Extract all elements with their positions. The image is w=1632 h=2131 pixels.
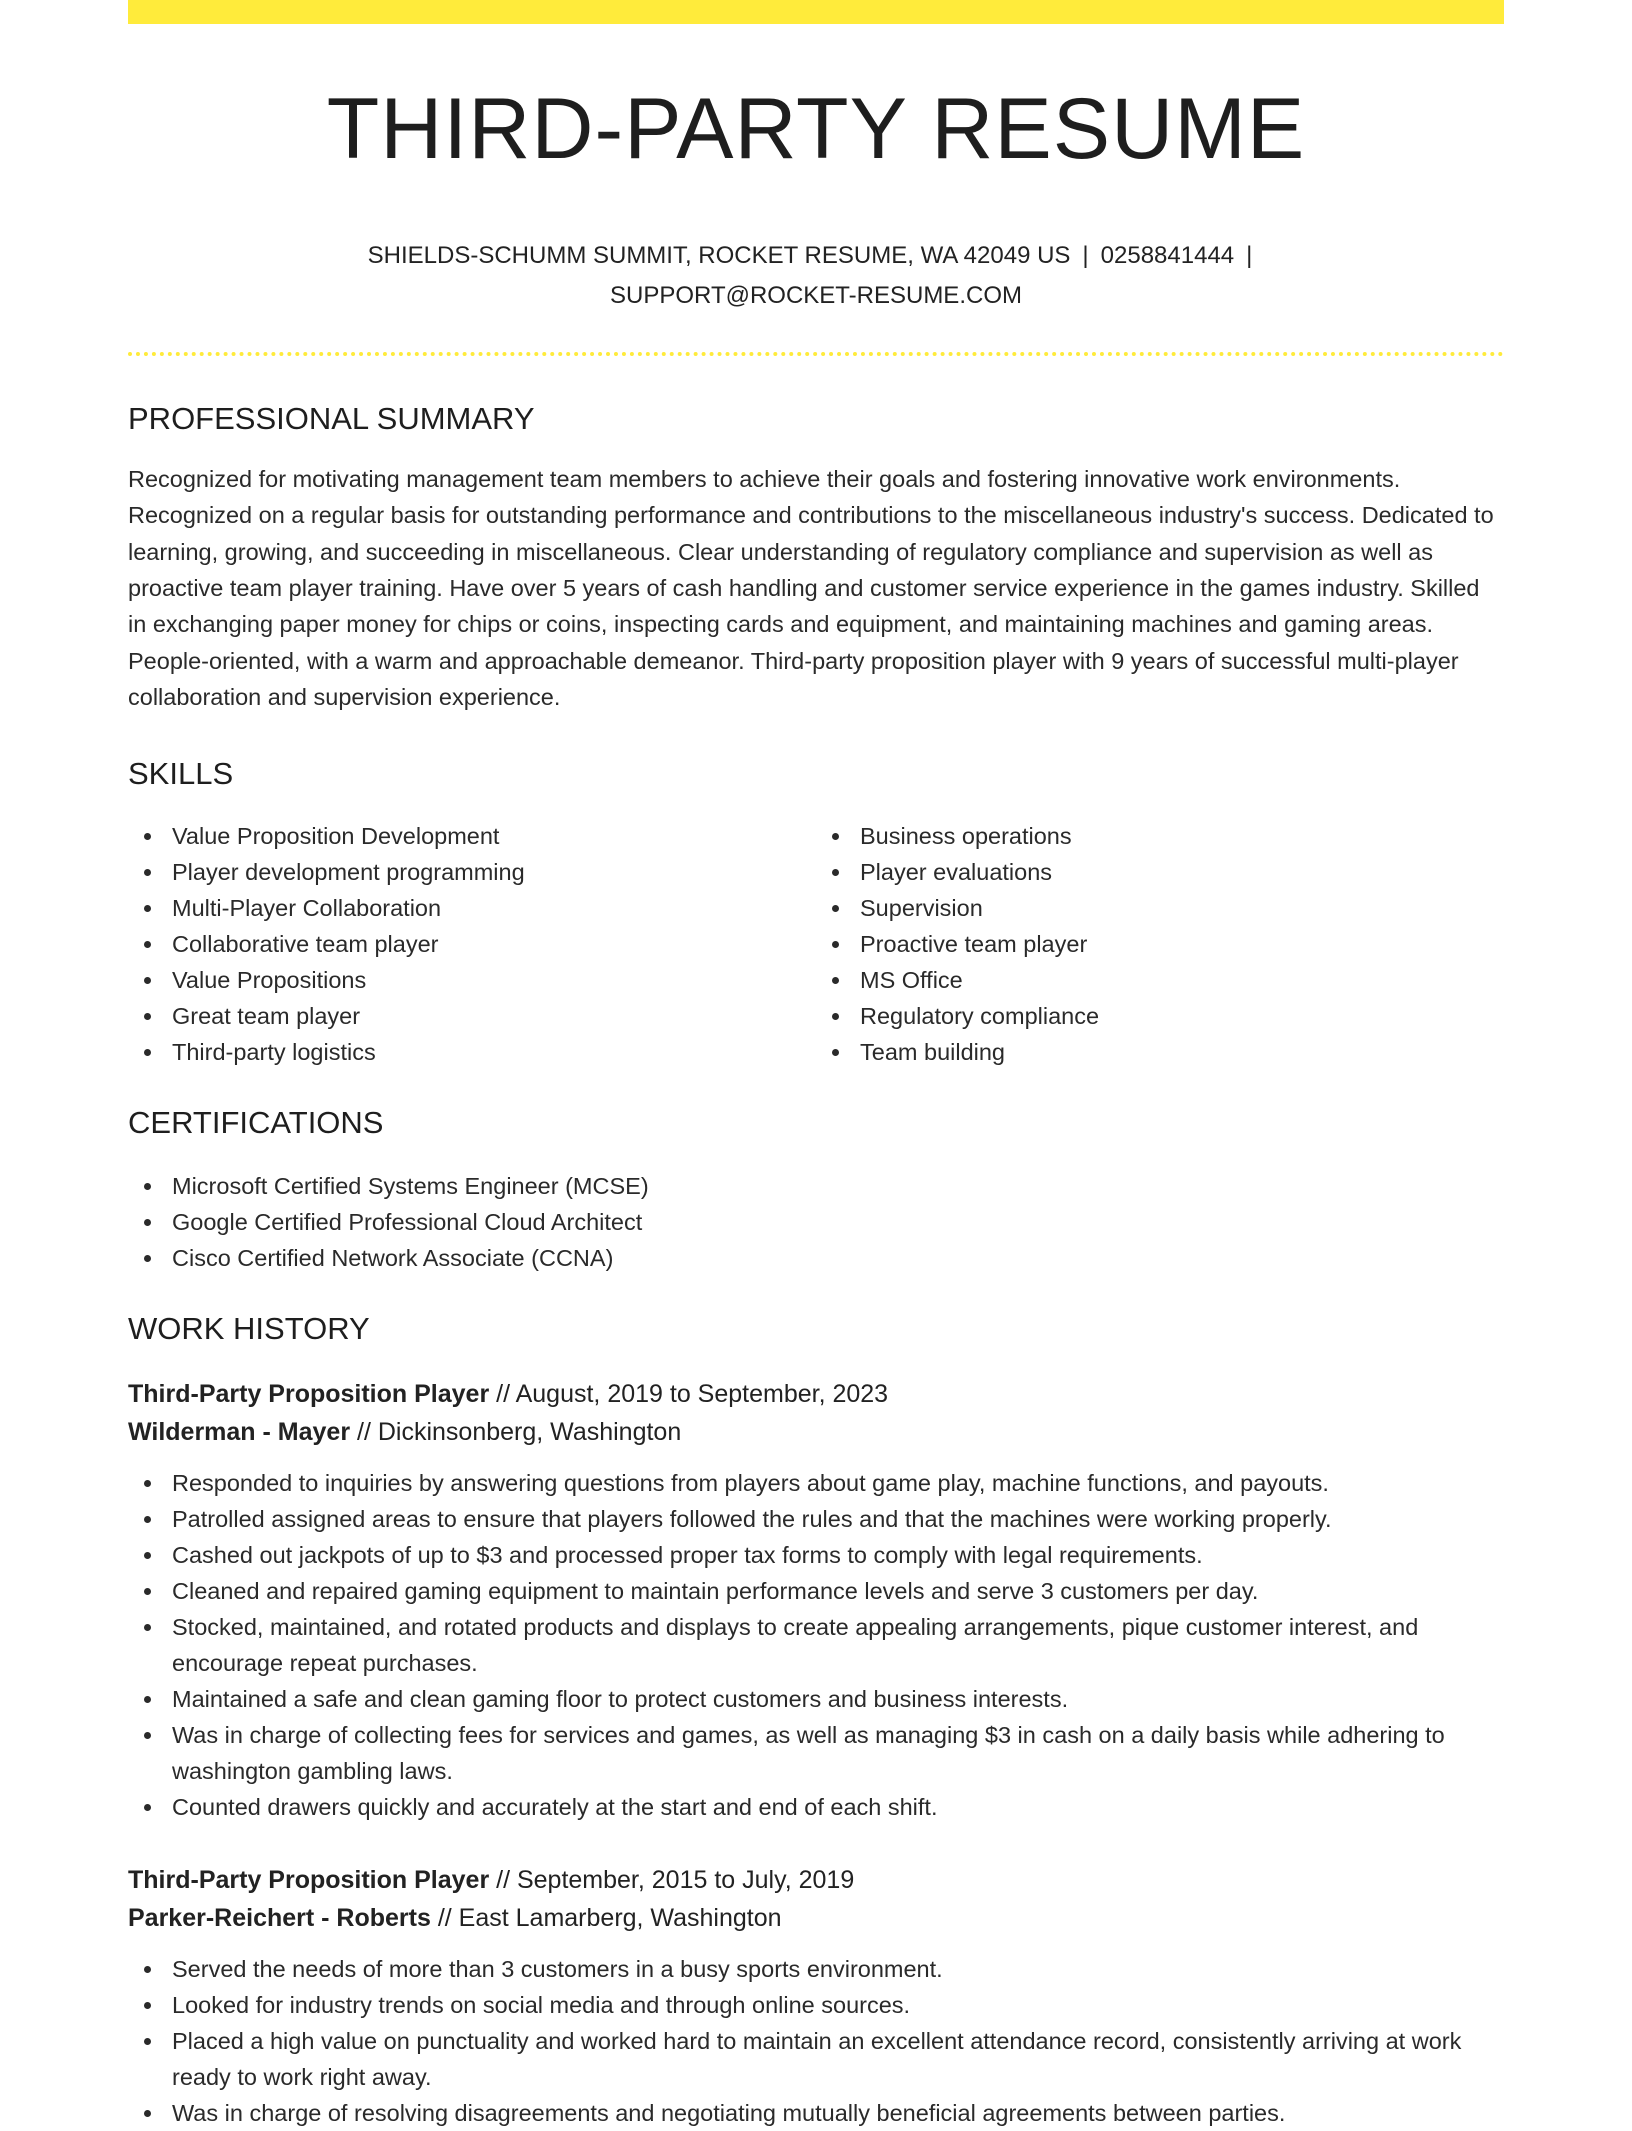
skill-item: Team building bbox=[816, 1034, 1504, 1070]
job-title-line bbox=[128, 1861, 1504, 1899]
separator: | bbox=[1246, 242, 1253, 269]
job-dates: // August, 2019 to September, 2023 bbox=[489, 1379, 889, 1408]
skill-item: Value Propositions bbox=[128, 962, 816, 998]
resume-name: THIRD-PARTY RESUME bbox=[326, 81, 1306, 177]
job-duty: Stocked, maintained, and rotated products and displays to create appealing arrangements, pique customer interest, and encourage repeat purchases. bbox=[128, 1609, 1504, 1681]
skill-item: Value Proposition Development bbox=[128, 818, 816, 854]
skill-item: Business operations bbox=[816, 818, 1504, 854]
job-dates: // September, 2015 to July, 2019 bbox=[489, 1865, 855, 1894]
job-duty: Placed a high value on punctuality and worked hard to maintain an excellent attendance record, consistently arriving at work ready to work right away. bbox=[128, 2023, 1504, 2095]
skill-item: Player development programming bbox=[128, 854, 816, 890]
job-role: Third-Party Proposition Player bbox=[128, 1379, 490, 1408]
skill-item: MS Office bbox=[816, 962, 1504, 998]
job-role: Third-Party Proposition Player bbox=[128, 1865, 490, 1894]
certification-item: Microsoft Certified Systems Engineer (MCSE) bbox=[128, 1168, 1504, 1204]
job-location: // East Lamarberg, Washington bbox=[430, 1903, 782, 1932]
job-duty: Cleaned and repaired gaming equipment to maintain performance levels and serve 3 customers per day. bbox=[128, 1573, 1504, 1609]
certifications-heading: CERTIFICATIONS bbox=[128, 1105, 384, 1141]
skills-left-list bbox=[128, 818, 816, 1070]
work-history-heading: WORK HISTORY bbox=[128, 1310, 370, 1346]
job-company-line bbox=[128, 1413, 1504, 1451]
skill-item: Multi-Player Collaboration bbox=[128, 890, 816, 926]
skill-item: Proactive team player bbox=[816, 926, 1504, 962]
job-duty: Maintained a safe and clean gaming floor to protect customers and business interests. bbox=[128, 1681, 1504, 1717]
job-company: Wilderman - Mayer bbox=[128, 1417, 351, 1446]
job-title-line bbox=[128, 1375, 1504, 1413]
job-company: Parker-Reichert - Roberts bbox=[128, 1903, 431, 1932]
skill-item: Supervision bbox=[816, 890, 1504, 926]
job-duty: Patrolled assigned areas to ensure that players followed the rules and that the machines were working properly. bbox=[128, 1501, 1504, 1537]
separator: | bbox=[1082, 242, 1089, 269]
certification-item: Google Certified Professional Cloud Architect bbox=[128, 1204, 1504, 1240]
contact-info bbox=[128, 236, 1504, 316]
job-duty: Was in charge of collecting fees for services and games, as well as managing $3 in cash on a daily basis while adhering to washington gambling laws. bbox=[128, 1717, 1504, 1789]
job-location: // Dickinsonberg, Washington bbox=[350, 1417, 682, 1446]
summary-heading: PROFESSIONAL SUMMARY bbox=[128, 401, 535, 436]
job-duty: Counted drawers quickly and accurately at the start and end of each shift. bbox=[128, 1789, 1504, 1825]
job-duties-list bbox=[128, 1465, 1504, 1825]
job-entry bbox=[128, 1375, 1504, 1825]
dotted-divider bbox=[128, 352, 1504, 356]
resume-page bbox=[128, 0, 1504, 2126]
summary-text: Recognized for motivating management team members to achieve their goals and fostering innovative work environments. Recognized on a regular basis for outstanding performance and contributions to the miscellaneous industry's success. Dedicated to learning, growing, and succeeding in miscellaneous. Clear understanding of regulatory compliance and supervision as well as proactive team player training. Have over 5 years of cash handling and customer service experience in the games industry. Skilled in exchanging paper money for chips or coins, inspecting cards and equipment, and maintaining machines and gaming areas. People-oriented, with a warm and approachable demeanor. Third-party proposition player with 9 years of successful multi-player collaboration and supervision experience. bbox=[128, 466, 1494, 710]
skill-item: Player evaluations bbox=[816, 854, 1504, 890]
job-duty: Was in charge of resolving disagreements and negotiating mutually beneficial agreements between parties. bbox=[128, 2095, 1504, 2131]
skill-item: Great team player bbox=[128, 998, 816, 1034]
job-duty: Served the needs of more than 3 customers in a busy sports environment. bbox=[128, 1951, 1504, 1987]
job-duty: Looked for industry trends on social media and through online sources. bbox=[128, 1987, 1504, 2023]
skills-columns bbox=[128, 818, 1504, 1070]
skill-item: Third-party logistics bbox=[128, 1034, 816, 1070]
certifications-list bbox=[128, 1168, 1504, 1276]
phone: 0258841444 bbox=[1100, 242, 1235, 269]
job-entry bbox=[128, 1861, 1504, 2131]
certification-item: Cisco Certified Network Associate (CCNA) bbox=[128, 1240, 1504, 1276]
job-duty: Cashed out jackpots of up to $3 and processed proper tax forms to comply with legal requirements. bbox=[128, 1537, 1504, 1573]
skill-item: Collaborative team player bbox=[128, 926, 816, 962]
job-duty: Responded to inquiries by answering questions from players about game play, machine functions, and payouts. bbox=[128, 1465, 1504, 1501]
job-company-line bbox=[128, 1899, 1504, 1937]
skills-heading: SKILLS bbox=[128, 756, 234, 792]
skill-item: Regulatory compliance bbox=[816, 998, 1504, 1034]
job-duties-list bbox=[128, 1951, 1504, 2131]
top-accent-bar bbox=[128, 0, 1504, 24]
address: SHIELDS-SCHUMM SUMMIT, ROCKET RESUME, WA 42049 US bbox=[367, 242, 1071, 269]
skills-right-list bbox=[816, 818, 1504, 1070]
email: SUPPORT@ROCKET-RESUME.COM bbox=[610, 282, 1022, 309]
